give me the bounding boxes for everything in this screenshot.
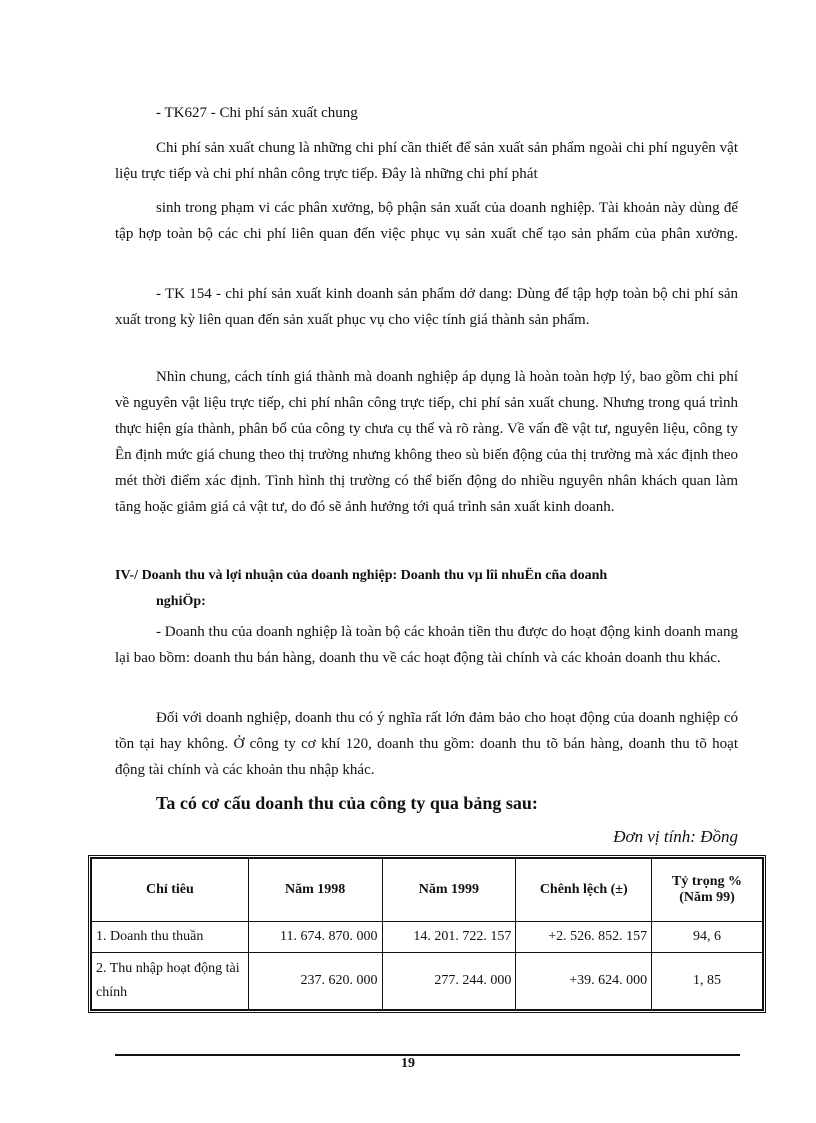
summary-paragraph: Nhìn chung, cách tính giá thành mà doanh nghiệp áp dụng là hoàn toàn hợp lý, bao gồm chi phí về nguyên vật liệu trực tiếp, chi phí nhân công trực tiếp, chi phí sản xuất chung. Nhưng trong quá trình thực hiện gía thành, phân bổ của công ty chưa cụ thể và rõ ràng. Về vấn đề vật tư, nguyên liệu, công ty Ên định mức giá chung theo thị trường nhưng không theo sù biến động của thị trường mà xác định theo mét thời điểm xác định. Tình hình thị trường có thể biến động do nhiều nguyên nhân khách quan làm tăng hoặc giảm giá cả vật tư, do đó sẽ ảnh hưởng tới quá trình sản xuất kinh doanh. <box>115 369 738 515</box>
tk627-description-2: sinh trong phạm vi các phân xưởng, bộ phận sản xuất của doanh nghiệp. Tài khoản này dùng để tập hợp toàn bộ các chi phí liên quan đến việc phục vụ sản xuất chế tạo sản phẩm của phân xưởng. <box>115 200 738 242</box>
row-1-label: 1. Doanh thu thuần <box>92 922 249 953</box>
row-2-1999: 277. 244. 000 <box>382 952 516 1009</box>
table-row <box>92 922 763 953</box>
row-1-1999: 14. 201. 722. 157 <box>382 922 516 953</box>
revenue-table <box>88 855 766 1013</box>
row-1-1998: 11. 674. 870. 000 <box>248 922 382 953</box>
row-2-label: 2. Thu nhập hoạt động tài chính <box>92 952 249 1009</box>
header-year-1998: Năm 1998 <box>248 859 382 922</box>
section-heading-line-2: nghiÖp: <box>156 594 206 609</box>
tk627-description-1: Chi phí sản xuất chung là những chi phí cần thiết để sản xuất sản phẩm ngoài chi phí nguyên vật liệu trực tiếp và chi phí nhân công trực tiếp. Đây là những chi phí phát <box>115 140 738 182</box>
header-share <box>652 859 763 922</box>
table-unit: Đơn vị tính: Đồng <box>613 827 738 846</box>
table-header-row <box>92 859 763 922</box>
section-heading-line-1: IV-/ Doanh thu và lợi nhuận của doanh nghiệp: Doanh thu vµ lîi nhuËn cña doanh <box>115 568 608 583</box>
page-number: 19 <box>401 1056 415 1071</box>
section-heading <box>115 563 738 615</box>
header-difference: Chênh lệch (±) <box>516 859 652 922</box>
revenue-definition-paragraph: - Doanh thu của doanh nghiệp là toàn bộ các khoản tiền thu được do hoạt động kinh doanh mang lại bao bồm: doanh thu bán hàng, doanh thu về các hoạt động tài chính và các khoản doanh thu khác. <box>115 624 738 666</box>
row-1-difference: +2. 526. 852. 157 <box>516 922 652 953</box>
header-share-line-1: Tỷ trọng % <box>672 874 743 890</box>
row-2-1998: 237. 620. 000 <box>248 952 382 1009</box>
row-2-difference: +39. 624. 000 <box>516 952 652 1009</box>
table-row <box>92 952 763 1009</box>
row-2-share: 1, 85 <box>652 952 763 1009</box>
header-indicator: Chỉ tiêu <box>92 859 249 922</box>
revenue-role-paragraph: Đối với doanh nghiệp, doanh thu có ý nghĩa rất lớn đảm bảo cho hoạt động của doanh nghiệp có tồn tại hay không. Ở công ty cơ khí 120, doanh thu gồm: doanh thu tõ bán hàng, doanh thu tõ hoạt động tài chính và các khoản thu nhập khác. <box>115 710 738 778</box>
row-1-share: 94, 6 <box>652 922 763 953</box>
header-share-line-2: (Năm 99) <box>679 890 735 906</box>
tk627-title: - TK627 - Chi phí sản xuất chung <box>156 105 358 121</box>
table-title: Ta có cơ cấu doanh thu của công ty qua bảng sau: <box>156 793 538 813</box>
header-year-1999: Năm 1999 <box>382 859 516 922</box>
tk154-paragraph: - TK 154 - chi phí sản xuất kinh doanh sản phẩm dở dang: Dùng để tập hợp toàn bộ chi phí sản xuất trong kỳ liên quan đến sản xuất phục vụ cho việc tính giá thành sản phẩm. <box>115 286 738 328</box>
